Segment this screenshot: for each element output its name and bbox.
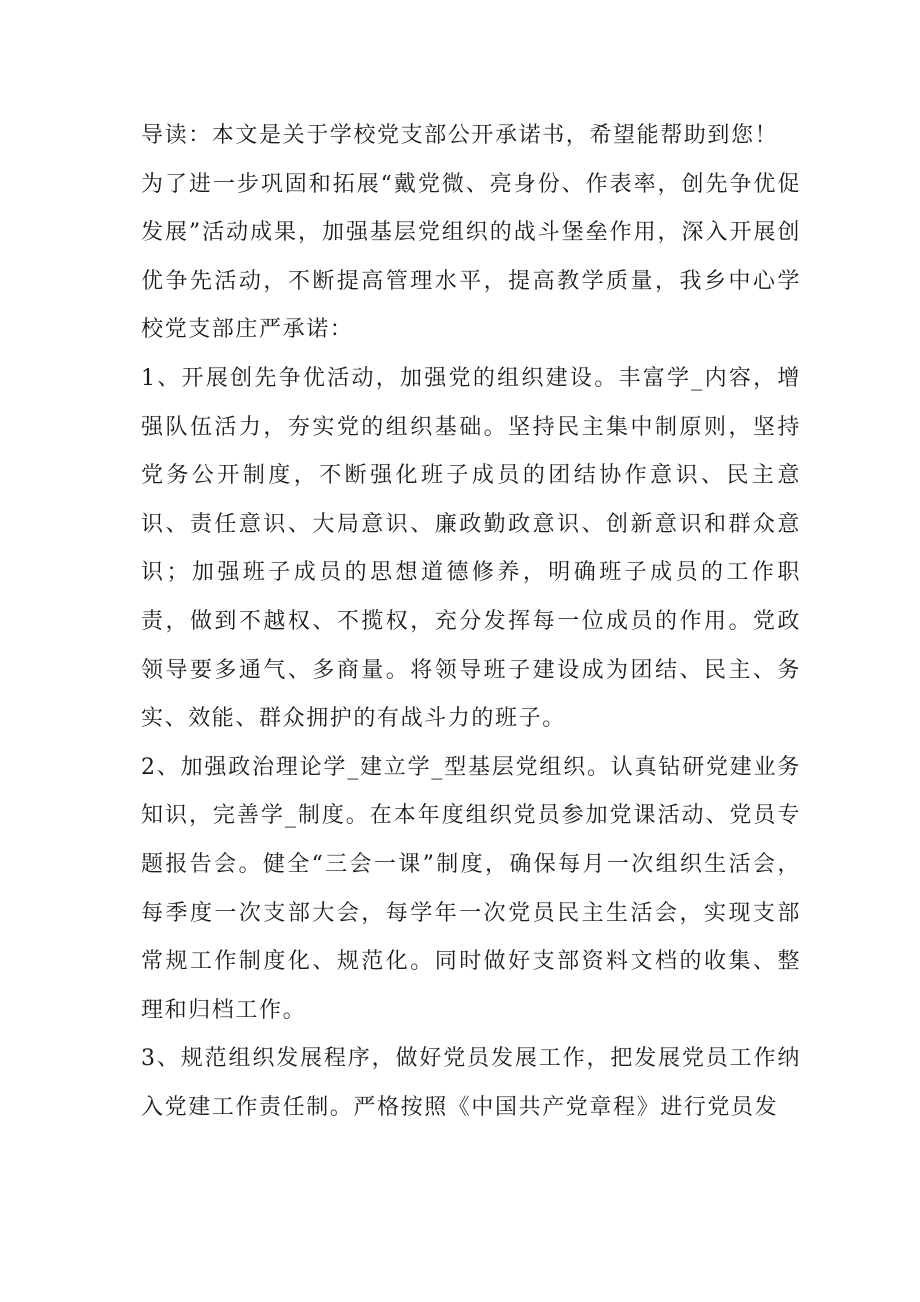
document-body — [141, 112, 801, 1132]
intro-paragraph: 导读：本文是关于学校党支部公开承诺书，希望能帮助到您！ — [141, 123, 779, 148]
commitment-item-2: 2、加强政治理论学_建立学_型基层党组织。认真钻研党建业务知识，完善学_制度。在本年度组织党员参加党课活动、党员专题报告会。健全“三会一课”制度，确保每月一次组织生活会，每季度一次支部大会，每学年一次党员民主生活会，实现支部常规工作制度化、规范化。同时做好支部资料文档的收集、整理和归档工作。 — [141, 754, 801, 1023]
preamble-paragraph: 为了进一步巩固和拓展“戴党微、亮身份、作表率，创先争优促发展”活动成果，加强基层党组织的战斗堡垒作用，深入开展创优争先活动，不断提高管理水平，提高教学质量，我乡中心学校党支部庄严承诺： — [141, 171, 801, 343]
commitment-item-3: 3、规范组织发展程序，做好党员发展工作，把发展党员工作纳入党建工作责任制。严格按照《中国共产党章程》进行党员发 — [141, 1046, 801, 1120]
commitment-item-1: 1、开展创先争优活动，加强党的组织建设。丰富学_内容，增强队伍活力，夯实党的组织基础。坚持民主集中制原则，坚持党务公开制度，不断强化班子成员的团结协作意识、民主意识、责任意识、大局意识、廉政勤政意识、创新意识和群众意识；加强班子成员的思想道德修养，明确班子成员的工作职责，做到不越权、不揽权，充分发挥每一位成员的作用。党政领导要多通气、多商量。将领导班子建设成为团结、民主、务实、效能、群众拥护的有战斗力的班子。 — [141, 365, 801, 732]
